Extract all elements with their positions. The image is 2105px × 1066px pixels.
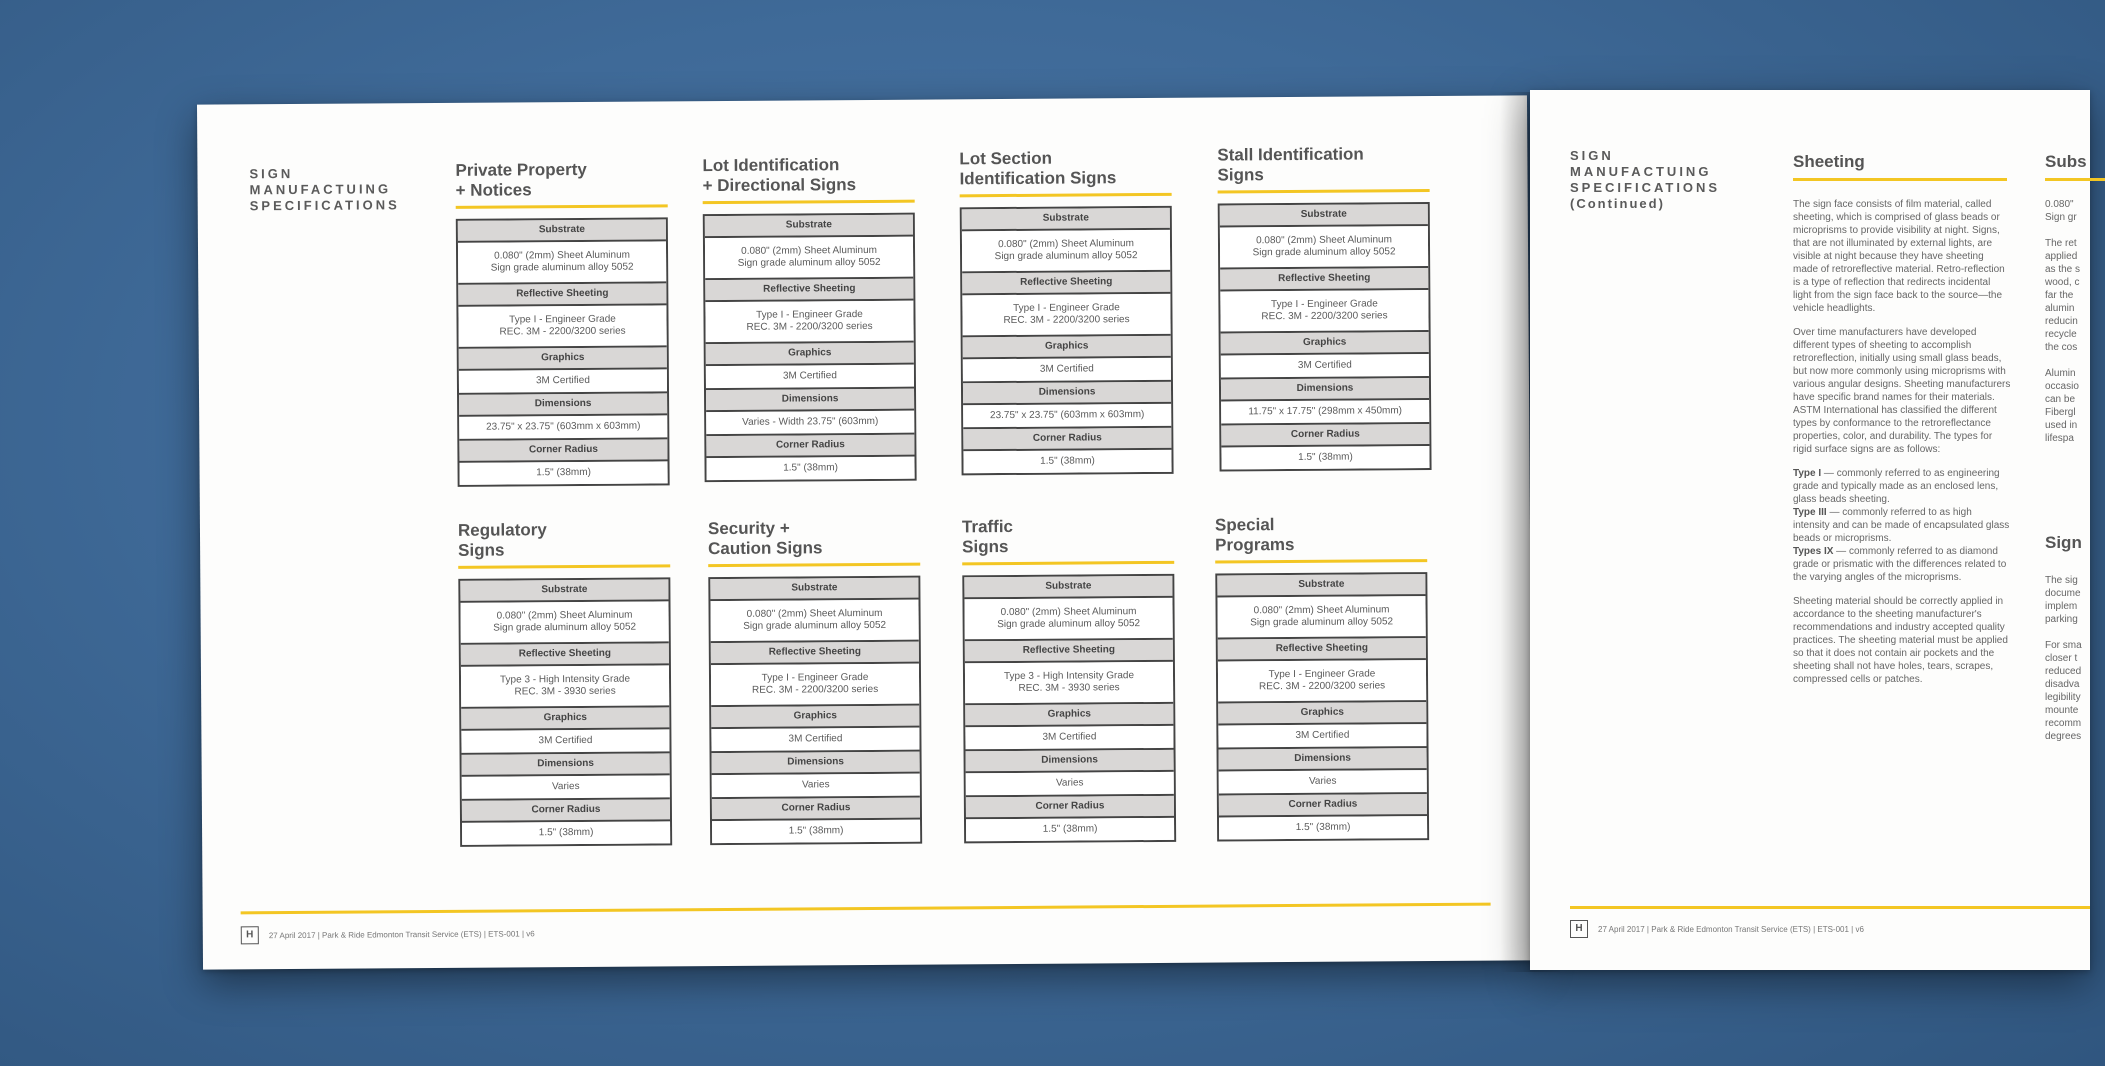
spec-value: [712, 820, 920, 843]
spec-value-line: 3M Certified: [538, 734, 593, 747]
spec-label: Graphics: [711, 706, 919, 729]
partial-text-line: mounte: [2045, 705, 2079, 716]
spec-value-line: Varies: [1055, 777, 1084, 789]
spec-value: [460, 601, 668, 644]
partial-text-line: reduced: [2045, 666, 2082, 677]
spec-label: Substrate: [962, 208, 1170, 231]
spec-card: [458, 519, 672, 846]
spec-label: Substrate: [460, 579, 668, 602]
spec-card: [455, 159, 669, 486]
spec-value: [710, 600, 918, 643]
partial-text-line: closer t: [2045, 653, 2078, 664]
spec-value-line: Type I - Engineer Grade: [756, 309, 863, 321]
card-title-line: Traffic: [961, 516, 1014, 537]
spec-value-line: Varies: [801, 779, 830, 791]
spec-label: Dimensions: [462, 753, 670, 776]
partial-text-line: as the s: [2045, 264, 2081, 275]
type-name: Type I: [1793, 468, 1822, 479]
spec-value-line: Sign grade aluminum alloy 5052: [490, 261, 634, 274]
spec-label: Graphics: [1218, 702, 1426, 725]
spec-card: [708, 518, 922, 845]
partial-text-line: alumin: [2045, 303, 2075, 314]
spec-value: [963, 358, 1171, 383]
sheeting-heading: Sheeting: [1793, 152, 1865, 171]
spec-label: Corner Radius: [963, 428, 1171, 451]
card-title: [962, 516, 1174, 557]
spec-value-line: 11.75" x 17.75" (298mm x 450mm): [1248, 405, 1403, 418]
spec-value: [964, 598, 1172, 641]
paragraph: Sheeting material should be correctly applied in accordance to the sheeting manufacturer's recommendations and industry accepted quality practices. The sheeting material must be applied so that it does not contain air pockets and the sheeting shall not have holes, tears, scrapes, compressed cells or patches.: [1793, 596, 2008, 685]
types-list: [1793, 467, 2011, 584]
spec-value-line: 1.5" (38mm): [783, 462, 838, 474]
spec-label: Dimensions: [706, 389, 914, 412]
card-title-line: + Directional Signs: [702, 175, 857, 196]
spec-value-line: Sign grade aluminum alloy 5052: [1252, 246, 1396, 259]
spec-value: [462, 821, 670, 844]
card-title-rule: [1218, 189, 1430, 193]
spec-value-line: REC. 3M - 2200/3200 series: [1003, 314, 1130, 327]
card-title-rule: [962, 561, 1174, 565]
spec-value-line: 0.080" (2mm) Sheet Aluminum: [998, 238, 1134, 251]
spec-table: [960, 206, 1174, 475]
sign-body-partial: [2045, 574, 2105, 743]
card-title: [458, 519, 670, 560]
footer-text: 27 April 2017 | Park & Ride Edmonton Transit Service (ETS) | ETS-001 | v6: [268, 929, 535, 941]
spec-value: [1218, 724, 1426, 749]
spec-value-line: REC. 3M - 2200/3200 series: [746, 320, 873, 333]
partial-text-line: implem: [2045, 601, 2078, 612]
spec-value-line: Sign grade aluminum alloy 5052: [493, 621, 637, 634]
card-title-rule: [703, 200, 915, 204]
card-title: [708, 518, 920, 559]
partial-text-line: occasio: [2045, 381, 2079, 392]
spec-label: Dimensions: [459, 393, 667, 416]
card-title-line: Programs: [1215, 535, 1295, 555]
spec-value: [712, 774, 920, 799]
spec-value-line: Type 3 - High Intensity Grade: [1003, 670, 1135, 683]
partial-text-line: wood, c: [2045, 277, 2080, 288]
spec-value-line: 3M Certified: [1297, 359, 1352, 371]
substrate-rule: [2045, 178, 2105, 181]
spec-label: Dimensions: [966, 750, 1174, 773]
spec-label: Corner Radius: [712, 798, 920, 821]
spec-value: [459, 415, 667, 440]
spec-value-line: 0.080" (2mm) Sheet Aluminum: [1253, 604, 1390, 617]
spec-value: [966, 772, 1174, 797]
type-text: — commonly referred to as diamond grade or prismatic with the differences related to the varying angles of the microprisms.: [1793, 546, 2007, 583]
partial-text-line: [2045, 224, 2105, 237]
card-title-line: Caution Signs: [708, 538, 823, 559]
type-name: Type III: [1793, 507, 1827, 518]
sheeting-rule: [1793, 178, 2007, 181]
spec-value-line: Type I - Engineer Grade: [1271, 298, 1378, 311]
footer-rule: [241, 903, 1491, 915]
spec-value: [965, 726, 1173, 751]
partial-text-line: 0.080": [2045, 199, 2074, 210]
spec-label: Reflective Sheeting: [458, 283, 666, 306]
partial-text-line: The ret: [2045, 238, 2077, 249]
section-label-line: MANUFACTUING: [249, 181, 392, 198]
spec-label: Graphics: [965, 704, 1173, 727]
left-page: [197, 95, 1533, 969]
section-label-line: SIGN: [1570, 148, 1614, 163]
partial-text-line: the cos: [2045, 342, 2078, 353]
spec-value-line: 3M Certified: [788, 733, 843, 745]
partial-text-line: far the: [2045, 290, 2074, 301]
section-label-line: SPECIFICATIONS: [249, 197, 400, 214]
spec-value-line: 23.75" x 23.75" (603mm x 603mm): [989, 409, 1145, 422]
card-title-line: + Notices: [455, 180, 532, 200]
spec-value-line: 1.5" (38mm): [1040, 455, 1095, 467]
spec-value-line: Varies: [551, 780, 580, 793]
card-title-line: Signs: [458, 540, 505, 560]
partial-text-line: For sma: [2045, 640, 2082, 651]
partial-text-line: reducin: [2045, 316, 2078, 327]
footer-rule: [1570, 906, 2090, 909]
spec-value: [705, 237, 913, 280]
spec-label: Graphics: [963, 336, 1171, 359]
card-title-line: Regulatory: [457, 520, 547, 540]
spec-value: [458, 305, 666, 348]
spec-label: Corner Radius: [1219, 794, 1427, 817]
spec-table: [1218, 202, 1432, 471]
spec-card: [959, 148, 1173, 475]
partial-text-line: [2045, 354, 2105, 367]
spec-value-line: 0.080" (2mm) Sheet Aluminum: [1256, 234, 1392, 247]
partial-text-line: docume: [2045, 588, 2081, 599]
spec-label: Reflective Sheeting: [705, 279, 913, 302]
type-name: Types IX: [1793, 546, 1834, 557]
spec-value: [1219, 816, 1427, 839]
spec-table: [458, 577, 672, 846]
substrate-heading-partial: Subs: [2045, 152, 2087, 171]
card-title-rule: [1215, 559, 1427, 563]
spec-value-line: 1.5" (38mm): [1295, 821, 1351, 834]
card-title-line: Private Property: [455, 159, 587, 180]
section-label-continued: [1570, 148, 1720, 212]
spec-value: [966, 818, 1174, 841]
paragraph: Over time manufacturers have developed different types of sheeting to accomplish retroreflection, initially using small glass beads, but now more commonly using microprisms with various angular designs. Sheeting manufacturers have specific brand names for their materials. ASTM International has classified the different types by conformance to the retroreflectance properties, color, and durability. The types for rigid surface signs are as follows:: [1793, 327, 2011, 455]
spec-value-line: REC. 3M - 2200/3200 series: [751, 683, 879, 696]
spec-value-line: Sign grade aluminum alloy 5052: [743, 619, 887, 632]
type-text: — commonly referred to as engineering grade and typically made as an enclosed lens, glass beads sheeting.: [1793, 468, 2000, 505]
spec-value-line: Type I - Engineer Grade: [1013, 302, 1120, 314]
spec-card: [962, 516, 1176, 843]
spec-label: Reflective Sheeting: [1218, 638, 1426, 661]
section-label-line: (Continued): [1570, 196, 1665, 211]
spec-label: Substrate: [705, 215, 913, 238]
card-title: [455, 159, 667, 200]
spec-label: Reflective Sheeting: [461, 643, 669, 666]
spec-label: Corner Radius: [706, 435, 914, 458]
spec-value: [1221, 354, 1429, 379]
spec-value: [706, 457, 914, 480]
right-page: [1530, 90, 2090, 970]
spec-value: [1217, 596, 1425, 639]
partial-text-line: The sig: [2045, 575, 2078, 586]
spec-value-line: Sign grade aluminum alloy 5052: [1250, 616, 1394, 629]
footer-text: 27 April 2017 | Park & Ride Edmonton Transit Service (ETS) | ETS-001 | v6: [1598, 925, 1864, 934]
partial-text-line: disadva: [2045, 679, 2080, 690]
spec-card: [1217, 144, 1431, 471]
spec-label: Corner Radius: [1221, 424, 1429, 447]
spec-value-line: Varies: [1308, 775, 1337, 787]
spec-label: Graphics: [706, 343, 914, 366]
spec-value: [458, 241, 666, 284]
spec-label: Substrate: [1217, 574, 1425, 597]
spec-label: Dimensions: [1221, 378, 1429, 401]
spec-value-line: Sign grade aluminum alloy 5052: [997, 618, 1141, 631]
spec-label: Substrate: [458, 219, 666, 242]
spec-value-line: Sign grade aluminum alloy 5052: [994, 250, 1138, 263]
card-title-rule: [708, 563, 920, 567]
spec-value-line: 1.5" (38mm): [1042, 823, 1098, 835]
spec-value-line: 23.75" x 23.75" (603mm x 603mm): [486, 420, 641, 433]
spec-value: [460, 461, 668, 484]
section-label: [249, 165, 399, 214]
substrate-body-partial: [2045, 198, 2105, 445]
spec-label: Reflective Sheeting: [1220, 268, 1428, 291]
partial-text-line: applied: [2045, 251, 2078, 262]
spec-value: [1221, 400, 1429, 425]
spec-value: [963, 404, 1171, 429]
spec-value-line: REC. 3M - 2200/3200 series: [1261, 310, 1388, 323]
spec-value-line: 1.5" (38mm): [788, 825, 844, 837]
spec-value-line: 1.5" (38mm): [538, 826, 594, 839]
spec-card: [702, 155, 916, 482]
spec-value-line: 0.080" (2mm) Sheet Aluminum: [741, 244, 877, 257]
spec-table: [708, 576, 922, 845]
spec-table: [703, 213, 917, 482]
section-label-line: SPECIFICATIONS: [1570, 180, 1721, 195]
partial-text-line: [2045, 626, 2105, 639]
spec-value-line: Sign grade aluminum alloy 5052: [737, 256, 881, 269]
spec-label: Substrate: [1220, 204, 1428, 227]
spec-label: Dimensions: [712, 752, 920, 775]
spec-value: [1220, 290, 1428, 333]
sign-heading-partial: Sign: [2045, 533, 2082, 552]
spec-value-line: Type 3 - High Intensity Grade: [499, 673, 631, 686]
spec-table: [1215, 572, 1429, 841]
spec-value-line: Type I - Engineer Grade: [509, 313, 616, 326]
card-title-rule: [458, 564, 670, 568]
spec-value: [711, 728, 919, 753]
spec-value-line: Type I - Engineer Grade: [1268, 668, 1376, 681]
spec-value: [462, 775, 670, 800]
spec-value: [706, 365, 914, 390]
partial-text-line: degrees: [2045, 731, 2082, 742]
spec-label: Reflective Sheeting: [962, 272, 1170, 295]
partial-text-line: can be: [2045, 394, 2076, 405]
card-title: [1215, 514, 1427, 555]
card-title-rule: [960, 193, 1172, 197]
spec-label: Substrate: [964, 576, 1172, 599]
spec-label: Graphics: [461, 707, 669, 730]
partial-text-line: lifespa: [2045, 433, 2074, 444]
spec-value: [461, 729, 669, 754]
spec-value-line: 0.080" (2mm) Sheet Aluminum: [1000, 606, 1137, 619]
partial-text-line: used in: [2045, 420, 2078, 431]
footer-logo: H: [241, 926, 259, 944]
partial-text-line: legibility: [2045, 692, 2081, 703]
partial-text-line: Sign gr: [2045, 212, 2077, 223]
type-text: — commonly referred to as high intensity and can be made of encapsulated glass beads or microprisms.: [1793, 507, 2010, 544]
spec-value: [1221, 446, 1429, 469]
spec-value: [711, 664, 919, 707]
spec-value-line: 1.5" (38mm): [536, 466, 591, 479]
card-title-line: Lot Section: [959, 148, 1053, 169]
spec-value-line: 0.080" (2mm) Sheet Aluminum: [494, 249, 631, 262]
spec-value-line: Type I - Engineer Grade: [761, 671, 869, 684]
footer-logo: H: [1570, 920, 1588, 938]
spec-value-line: 3M Certified: [535, 374, 590, 387]
spec-value-line: REC. 3M - 2200/3200 series: [499, 325, 626, 338]
card-title-line: Identification Signs: [959, 168, 1117, 189]
spec-label: Dimensions: [963, 382, 1171, 405]
spec-value-line: 0.080" (2mm) Sheet Aluminum: [496, 609, 633, 622]
sheeting-body: [1793, 198, 2011, 697]
section-label-line: MANUFACTUING: [1570, 164, 1712, 179]
card-title-line: Security +: [707, 518, 790, 539]
spec-table: [456, 217, 670, 486]
spec-value-line: 3M Certified: [782, 370, 837, 382]
card-title-rule: [456, 204, 668, 208]
card-title: [1217, 144, 1429, 185]
paragraph: The sign face consists of film material, called sheeting, which is comprised of glass beads or microprisms to provide visibility at night. Signs, that are not illuminated by external lights, are visible at night because they have sheeting made of retroreflective material. Retro-reflection is a type of reflection that redirects incidental light from the sign face back to the source—the vehicle headlights.: [1793, 199, 2005, 314]
card-title-line: Signs: [962, 536, 1009, 557]
spec-table: [962, 574, 1176, 843]
spec-value: [963, 450, 1171, 473]
spec-value: [461, 665, 669, 708]
spec-value-line: REC. 3M - 3930 series: [514, 685, 616, 698]
partial-text-line: recycle: [2045, 329, 2077, 340]
spec-value-line: REC. 3M - 2200/3200 series: [1258, 680, 1386, 693]
partial-text-line: recomm: [2045, 718, 2082, 729]
spec-label: Corner Radius: [462, 799, 670, 822]
spec-value-line: Varies - Width 23.75" (603mm): [742, 415, 879, 428]
spec-value: [962, 230, 1170, 273]
spec-value: [1218, 660, 1426, 703]
spec-label: Graphics: [459, 347, 667, 370]
partial-text-line: Alumin: [2045, 368, 2076, 379]
spec-label: Reflective Sheeting: [711, 642, 919, 665]
spec-value: [962, 294, 1170, 337]
card-title-line: Stall Identification: [1217, 144, 1364, 165]
spec-label: Corner Radius: [459, 439, 667, 462]
spec-value-line: 1.5" (38mm): [1298, 451, 1353, 463]
spec-card: [1215, 514, 1429, 841]
spec-value: [1220, 226, 1428, 269]
spec-value-line: 3M Certified: [1039, 363, 1094, 375]
card-title-line: Special: [1214, 515, 1275, 535]
spec-value-line: REC. 3M - 3930 series: [1018, 682, 1120, 694]
spec-value: [965, 662, 1173, 705]
spec-label: Substrate: [710, 578, 918, 601]
card-title-line: Lot Identification: [702, 155, 840, 176]
spec-value: [705, 301, 913, 344]
spec-label: Corner Radius: [966, 796, 1174, 819]
spec-label: Reflective Sheeting: [965, 640, 1173, 663]
spec-value: [1219, 770, 1427, 795]
card-title-line: Signs: [1217, 165, 1264, 185]
spec-value: [706, 411, 914, 436]
partial-text-line: parking: [2045, 614, 2078, 625]
spec-value-line: 3M Certified: [1295, 729, 1350, 741]
spec-label: Graphics: [1221, 332, 1429, 355]
spec-value: [459, 369, 667, 394]
spec-label: Dimensions: [1219, 748, 1427, 771]
section-label-line: SIGN: [249, 165, 294, 182]
spec-value-line: 0.080" (2mm) Sheet Aluminum: [746, 607, 883, 620]
card-title: [959, 148, 1171, 189]
card-title: [702, 155, 914, 196]
partial-text-line: Fibergl: [2045, 407, 2076, 418]
spec-value-line: 3M Certified: [1042, 731, 1097, 743]
